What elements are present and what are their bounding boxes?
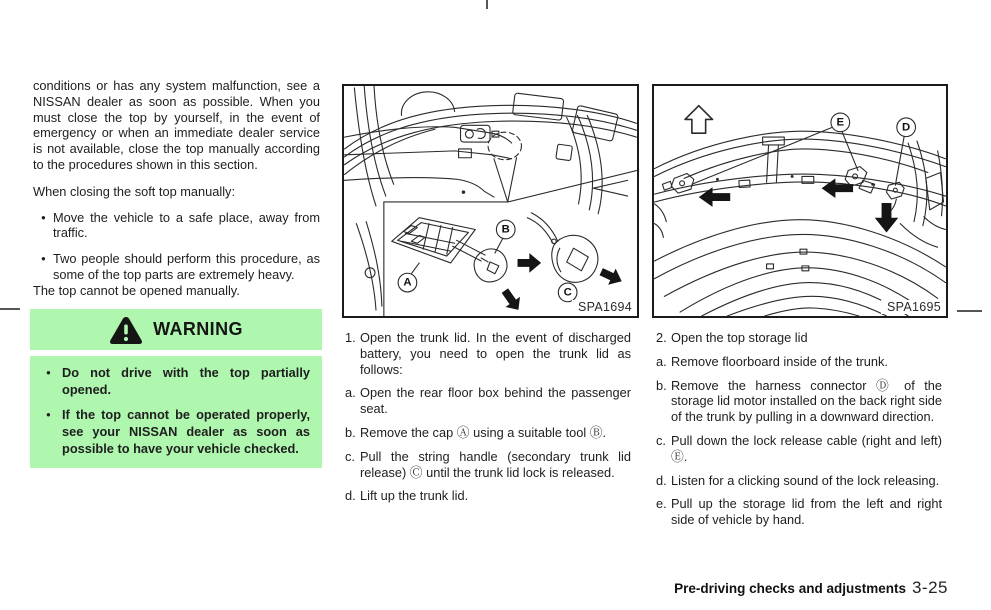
storage-steps-list [656, 330, 942, 536]
step-text: Open the trunk lid. In the event of discharged battery, you need to open the trunk lid as follows: [360, 330, 631, 377]
bullet-list [33, 210, 320, 283]
step-text: Remove floorboard inside of the trunk. [671, 353, 888, 369]
step-text: Open the rear floor box behind the passenger seat. [360, 385, 631, 417]
step-item [656, 473, 942, 489]
step-item [656, 354, 942, 370]
intro-text [33, 78, 320, 299]
step-marker: a. [656, 353, 667, 369]
step-text: Pull the string handle (secondary trunk lid release) Ⓒ until the trunk lid lock is released. [360, 448, 631, 480]
step-item [656, 433, 942, 465]
paragraph-when-closing: When closing the soft top manually: [33, 183, 236, 199]
figure-storage-lid [652, 84, 948, 318]
figure-code: SPA1694 [572, 300, 634, 314]
footer-section: Pre-driving checks and adjustments [674, 581, 906, 596]
footer [674, 578, 948, 598]
secondary-release-handle [527, 213, 598, 283]
step-marker: 2. [656, 330, 667, 345]
step-marker: a. [345, 385, 356, 401]
step-item [345, 330, 631, 377]
arrow-out-icon [597, 264, 625, 290]
warning-box [30, 309, 322, 468]
step-text: Pull down the lock release cable (right and left) Ⓔ. [671, 432, 942, 464]
arrow-down-icon [498, 286, 526, 315]
warning-header [30, 309, 322, 350]
arrow-left-icon [822, 178, 853, 198]
warning-bullet-text: Do not drive with the top partially opened. [62, 365, 310, 397]
step-item [345, 385, 631, 417]
paragraph-conditions: conditions or has any system malfunction, see a NISSAN dealer as soon as possible. When you must close the top by yourself, in the event of emergency or when an immediate dealer service is not available, close the top manually according to the procedures shown in this section. [33, 78, 320, 172]
bullet-text: Two people should perform this procedure, as some of the top parts are extremely heavy. [53, 251, 320, 282]
crop-mark-right [957, 310, 982, 312]
up-arrow-icon [685, 106, 713, 134]
step-text: Listen for a clicking sound of the lock releasing. [671, 472, 940, 488]
warning-bullet-text: If the top cannot be operated properly, see your NISSAN dealer as soon as possible to have your vehicle checked. [62, 407, 310, 456]
arrow-right-icon [518, 253, 542, 273]
warning-bullet-item [40, 406, 310, 457]
step-item [345, 488, 631, 504]
step-text: Open the top storage lid [671, 330, 808, 345]
step-marker: d. [345, 488, 356, 504]
footer-page-number: 3-25 [911, 578, 948, 597]
arrow-down-icon [875, 203, 899, 232]
arrow-left-icon [699, 187, 730, 207]
step-item [656, 378, 942, 425]
paragraph-cannot-open: The top cannot be opened manually. [33, 282, 240, 298]
step-marker: c. [656, 432, 666, 448]
label-a-text: A [403, 276, 412, 289]
step-marker: b. [656, 377, 667, 393]
step-item [656, 496, 942, 528]
warning-body [30, 356, 322, 468]
dashed-highlight-circle [488, 132, 521, 202]
bullet-dot: ● [41, 212, 46, 222]
warning-title: WARNING [153, 319, 243, 339]
bullet-dot: ● [41, 254, 46, 264]
label-c-text: C [563, 286, 572, 299]
trunk-release-illustration [344, 86, 637, 316]
floor-box-tray [392, 218, 476, 263]
step-marker: b. [345, 424, 356, 440]
step-marker: 1. [345, 330, 356, 345]
bullet-item [33, 210, 320, 242]
bullet-dot: ● [46, 410, 51, 419]
step-text: Remove the harness connector Ⓓ of the storage lid motor installed on the back right side of the trunk by pulling in a downward direction. [671, 377, 943, 425]
figure-trunk-release [342, 84, 639, 318]
crop-mark-top [486, 0, 488, 9]
label-e-text: E [836, 116, 845, 129]
warning-icon [109, 316, 143, 344]
label-b-text: B [501, 223, 510, 236]
bullet-dot: ● [46, 368, 51, 377]
storage-lid-illustration [654, 86, 946, 316]
step-marker: e. [656, 496, 667, 512]
crop-mark-left [0, 308, 20, 310]
step-marker: c. [345, 448, 355, 464]
label-d-text: D [902, 121, 911, 134]
warning-bullet-item [40, 364, 310, 398]
bullet-text: Move the vehicle to a safe place, away from traffic. [53, 209, 320, 241]
step-item [345, 449, 631, 481]
step-text: Remove the cap Ⓐ using a suitable tool Ⓑ. [360, 424, 607, 440]
step-item [656, 330, 942, 346]
step-text: Pull up the storage lid from the left and right side of vehicle by hand. [671, 496, 942, 528]
bullet-item [33, 251, 320, 283]
step-marker: d. [656, 472, 667, 488]
step-item [345, 425, 631, 441]
step-text: Lift up the trunk lid. [360, 488, 469, 504]
trunk-steps-list [345, 330, 631, 512]
figure-code: SPA1695 [881, 300, 943, 314]
